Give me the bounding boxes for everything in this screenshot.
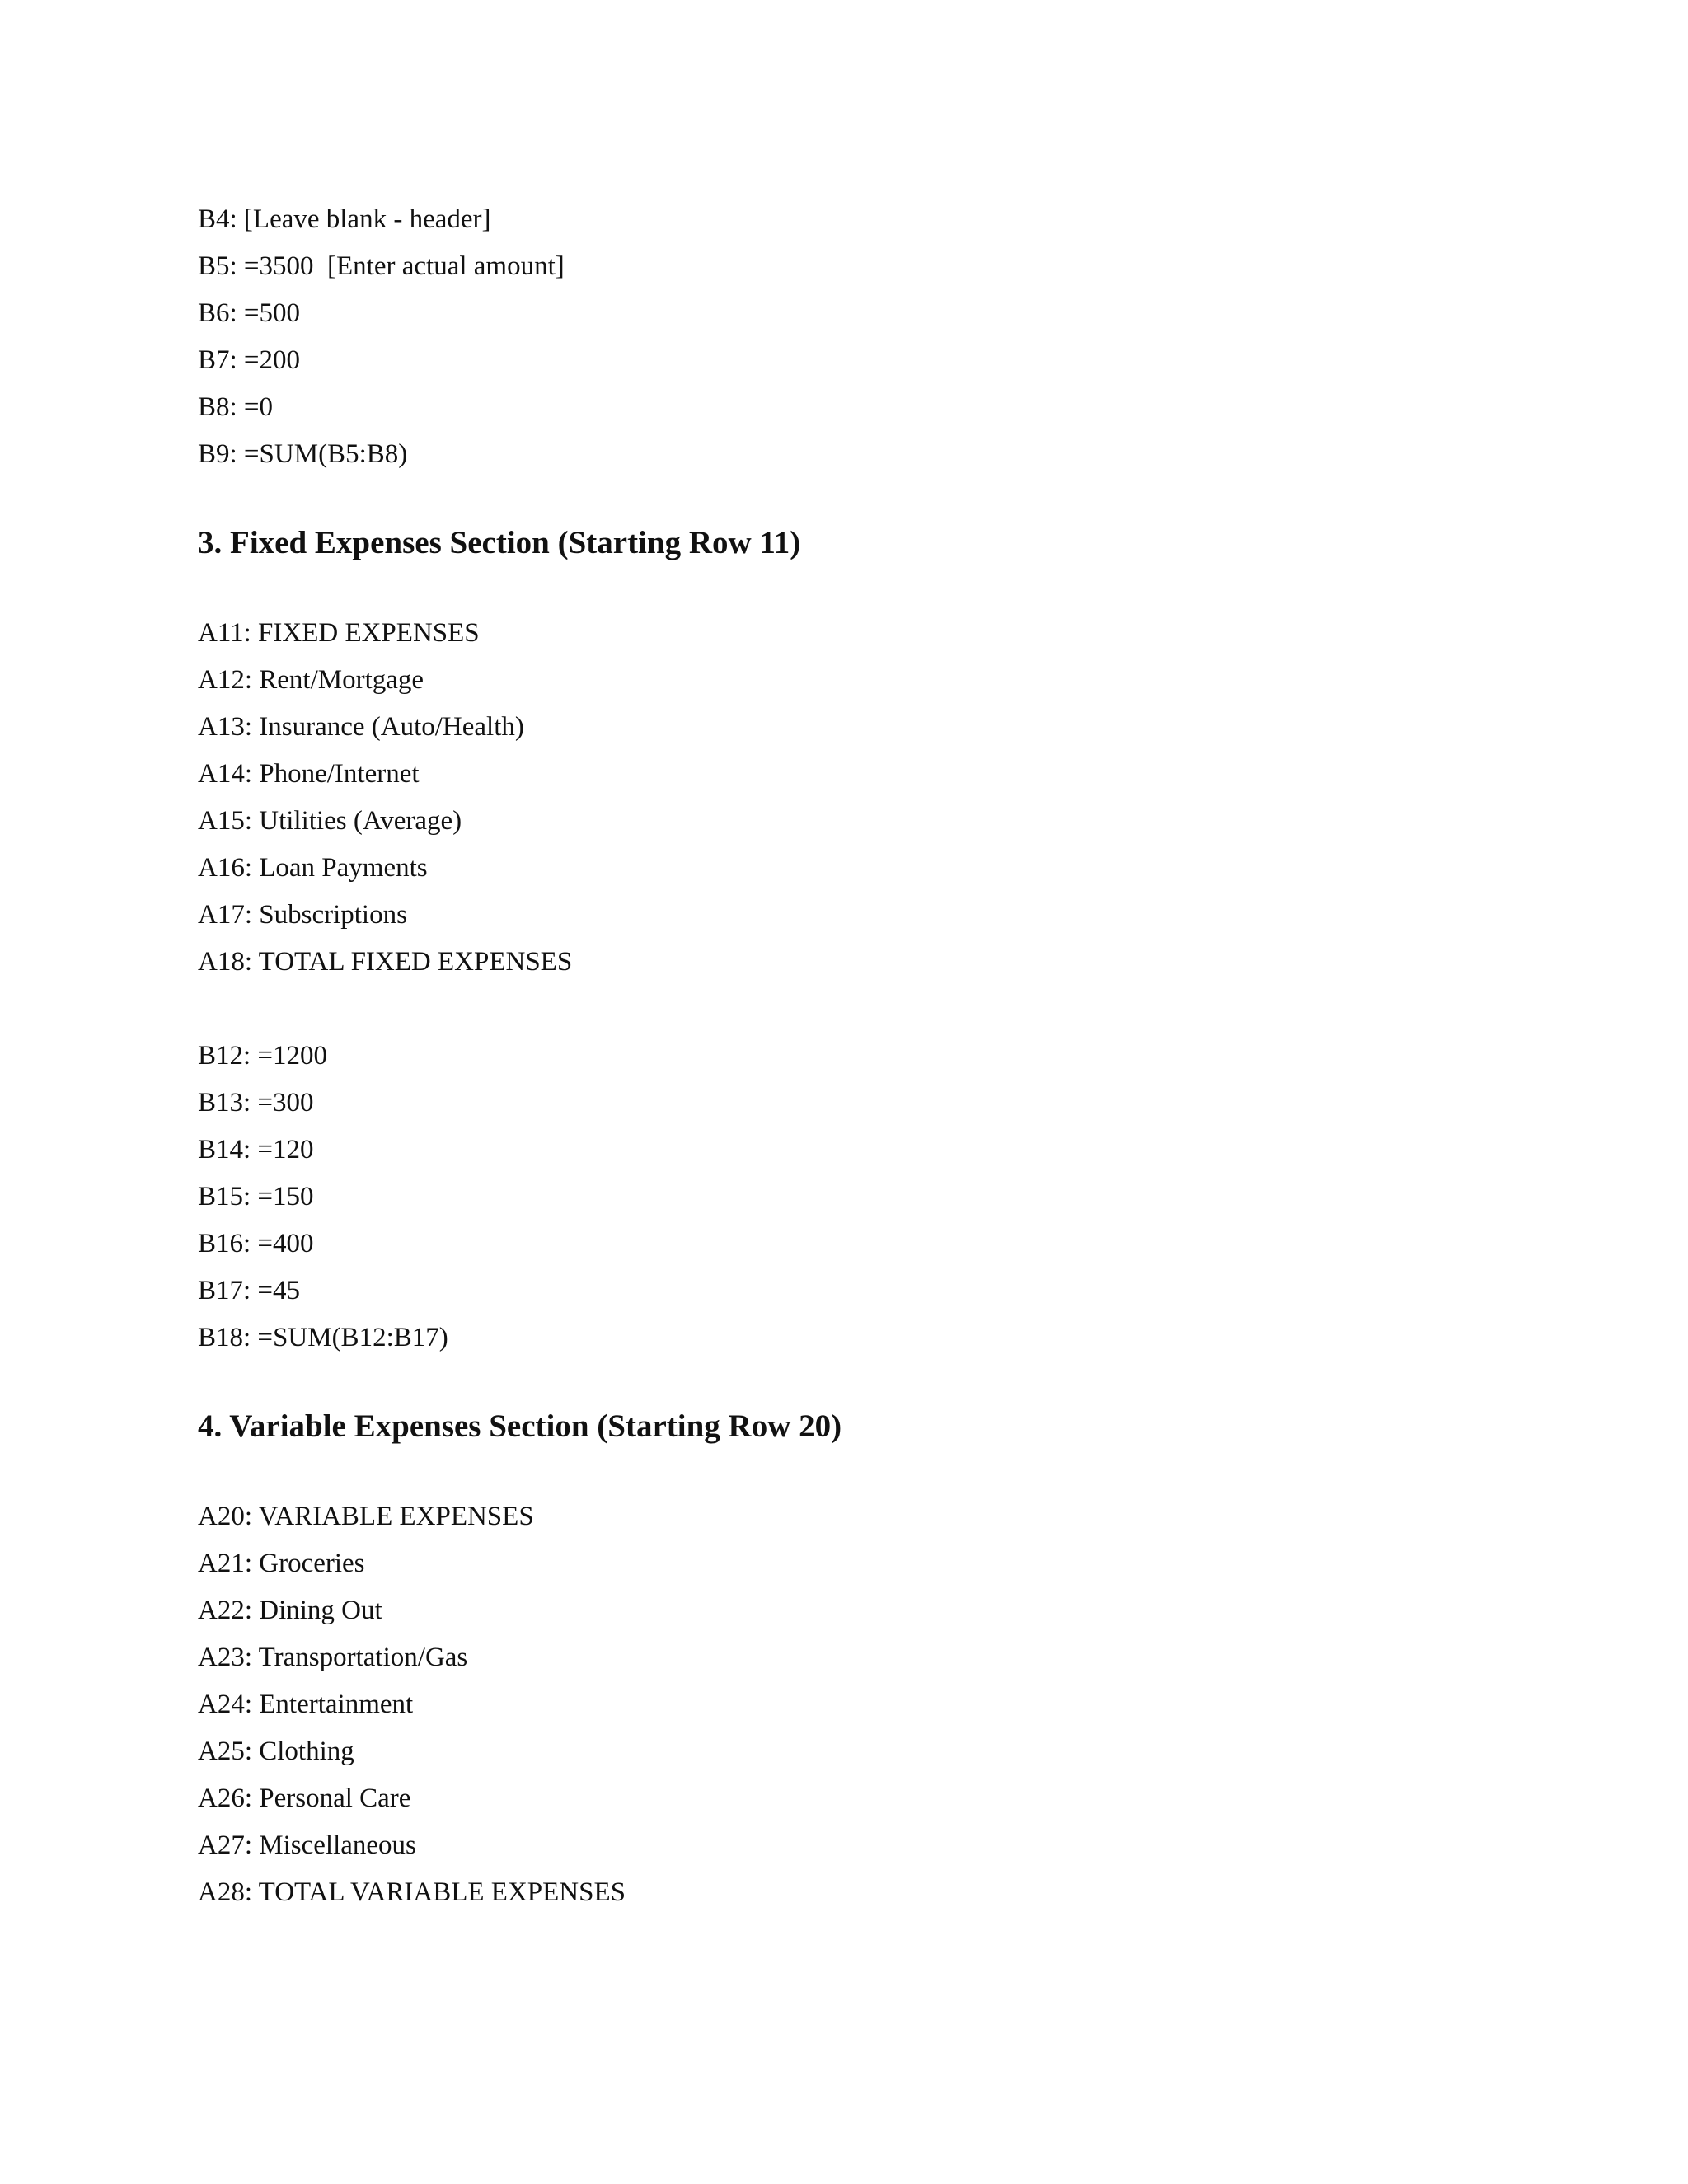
cell-entry: B8: =0 (198, 392, 274, 422)
cell-entry: A24: Entertainment (198, 1690, 414, 1719)
section-heading-fixed-expenses: 3. Fixed Expenses Section (Starting Row 11) (198, 525, 801, 560)
cell-entry: B15: =150 (198, 1182, 314, 1212)
cell-entry: A26: Personal Care (198, 1783, 411, 1813)
cell-entry: A15: Utilities (Average) (198, 806, 462, 836)
cell-entry: A17: Subscriptions (198, 900, 407, 930)
paragraph-gap (198, 986, 1517, 1033)
document-content (198, 196, 1517, 1916)
cell-entry: A18: TOTAL FIXED EXPENSES (198, 947, 573, 977)
cell-entry: A28: TOTAL VARIABLE EXPENSES (198, 1877, 626, 1907)
cell-entry: A20: VARIABLE EXPENSES (198, 1502, 534, 1531)
variable-expenses-labels-list (198, 1493, 1517, 1916)
cell-entry: B12: =1200 (198, 1041, 328, 1071)
cell-entry: A25: Clothing (198, 1736, 354, 1766)
cell-entry: B13: =300 (198, 1088, 314, 1118)
cell-entry: B6: =500 (198, 298, 301, 328)
cell-entry: B4: [Leave blank - header] (198, 204, 491, 234)
cell-entry: B14: =120 (198, 1135, 314, 1165)
cell-entry: B18: =SUM(B12:B17) (198, 1323, 448, 1352)
fixed-expenses-labels-list (198, 610, 1517, 986)
cell-entry: B16: =400 (198, 1229, 314, 1258)
cell-entry: B17: =45 (198, 1276, 301, 1305)
income-values-list (198, 196, 1517, 478)
cell-entry: A11: FIXED EXPENSES (198, 618, 480, 648)
cell-entry: A21: Groceries (198, 1549, 365, 1578)
cell-entry: A27: Miscellaneous (198, 1830, 416, 1860)
cell-entry: B9: =SUM(B5:B8) (198, 439, 408, 469)
cell-entry: B5: =3500 [Enter actual amount] (198, 251, 565, 281)
cell-entry: A14: Phone/Internet (198, 759, 420, 789)
cell-entry: B7: =200 (198, 345, 301, 375)
cell-entry: A16: Loan Payments (198, 853, 428, 883)
cell-entry: A12: Rent/Mortgage (198, 665, 424, 695)
cell-entry: A13: Insurance (Auto/Health) (198, 712, 524, 742)
cell-entry: A23: Transportation/Gas (198, 1643, 468, 1672)
fixed-expenses-values-list (198, 1033, 1517, 1361)
cell-entry: A22: Dining Out (198, 1596, 382, 1625)
section-heading-variable-expenses: 4. Variable Expenses Section (Starting Row 20) (198, 1408, 842, 1444)
